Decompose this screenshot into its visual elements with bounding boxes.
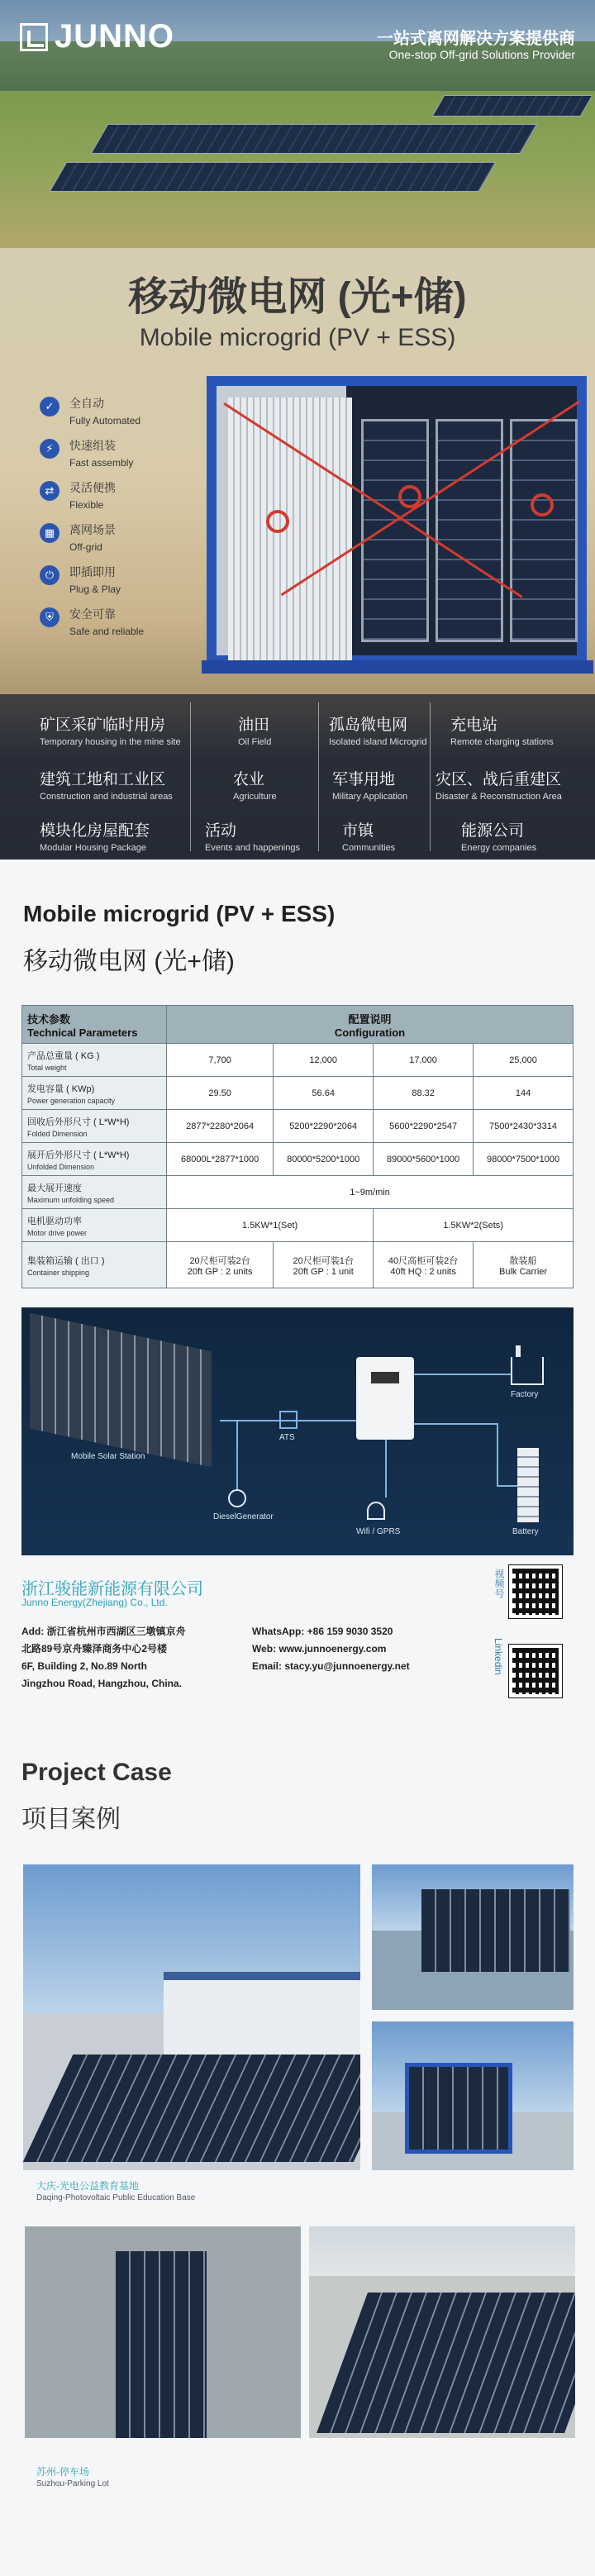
- table-row: [22, 1209, 574, 1242]
- application-item: [40, 712, 181, 747]
- check-icon: ✓: [40, 397, 60, 417]
- application-item: [205, 818, 300, 853]
- qr-code-video[interactable]: [509, 1565, 562, 1618]
- address-line: 北路89号京舟臻泽商务中心2号楼: [21, 1643, 168, 1655]
- table-header-param: [22, 1006, 167, 1044]
- table-cell: 29.50: [167, 1077, 274, 1110]
- table-cell: 7,700: [167, 1044, 274, 1077]
- application-cn: 能源公司: [461, 822, 525, 840]
- header-config-en: Configuration: [334, 1026, 406, 1039]
- case2-caption-cn: 苏州-停车场: [36, 2466, 89, 2478]
- feature-item: [40, 521, 144, 564]
- row-label: [22, 1110, 167, 1143]
- feature-en: Off-grid: [69, 541, 102, 553]
- container-base: [202, 660, 593, 674]
- row-label-cn: 回收后外形尺寸 ( L*W*H): [27, 1117, 130, 1127]
- contact-info: [252, 1623, 410, 1675]
- inverter-icon: [356, 1357, 414, 1440]
- company-address: [21, 1623, 253, 1693]
- container-ring: [531, 493, 554, 517]
- row-label-en: Unfolded Dimension: [27, 1162, 95, 1171]
- solar-array-image: [91, 124, 538, 154]
- application-item: [329, 712, 427, 747]
- cell-line: 20ft GP : 1 unit: [293, 1266, 354, 1277]
- table-cell: 5600*2290*2547: [374, 1110, 474, 1143]
- table-cell: 1.5KW*2(Sets): [374, 1209, 574, 1242]
- application-en: Modular Housing Package: [40, 843, 147, 853]
- table-row: [22, 1110, 574, 1143]
- plug-icon: ⏻: [40, 565, 60, 585]
- application-item: [342, 818, 395, 853]
- row-label-en: Motor drive power: [27, 1228, 88, 1237]
- feature-list: [40, 395, 144, 648]
- generator-label: DieselGenerator: [213, 1512, 274, 1521]
- table-row: [22, 1044, 574, 1077]
- application-cn: 孤岛微电网: [329, 717, 408, 734]
- application-en: Remote charging stations: [450, 737, 554, 747]
- table-cell: [374, 1242, 474, 1288]
- cell-line: Bulk Carrier: [498, 1266, 548, 1277]
- table-header-config: [167, 1006, 574, 1044]
- row-label: [22, 1242, 167, 1288]
- row-label: [22, 1077, 167, 1110]
- section-title-en: Mobile microgrid (PV + ESS): [23, 901, 336, 926]
- qr-label-linkedin: Linkedin: [493, 1638, 504, 1675]
- header-config-cn: 配置说明: [348, 1012, 392, 1026]
- brand-name: JUNNO: [55, 18, 175, 55]
- application-en: Events and happenings: [205, 843, 300, 853]
- photo-solar-panels: [23, 2055, 360, 2162]
- grid-icon: ▦: [40, 523, 60, 543]
- project-photo-parking-side: [309, 2226, 575, 2438]
- station-label: Mobile Solar Station: [71, 1452, 145, 1461]
- row-label: [22, 1044, 167, 1077]
- row-label-en: Container shipping: [27, 1268, 90, 1277]
- table-cell: 2877*2280*2064: [167, 1110, 274, 1143]
- row-label: [22, 1143, 167, 1176]
- application-cn: 油田: [238, 717, 270, 734]
- application-item: [233, 767, 277, 802]
- feature-en: Fast assembly: [69, 457, 134, 469]
- row-label: [22, 1209, 167, 1242]
- table-row: [22, 1143, 574, 1176]
- hero-banner: [0, 0, 595, 859]
- qr-code-linkedin[interactable]: [509, 1645, 562, 1697]
- cell-line: 40ft HQ : 2 units: [390, 1266, 456, 1277]
- feature-cn: 安全可靠: [69, 607, 116, 621]
- connection-line: [414, 1423, 497, 1425]
- application-item: [436, 767, 562, 802]
- application-item: [332, 767, 407, 802]
- table-cell: 80000*5200*1000: [274, 1143, 374, 1176]
- row-label-cn: 产品总重量 ( KG ): [27, 1050, 100, 1061]
- application-item: [450, 712, 554, 747]
- table-cell: 7500*2430*3314: [474, 1110, 574, 1143]
- table-cell: 68000L*2877*1000: [167, 1143, 274, 1176]
- connection-line: [236, 1420, 238, 1489]
- table-row: [22, 1242, 574, 1288]
- container-ring: [266, 510, 289, 533]
- grid-divider: [430, 702, 431, 851]
- connection-line: [414, 1374, 511, 1375]
- bolt-icon: ⚡: [40, 439, 60, 459]
- table-cell: 89000*5600*1000: [374, 1143, 474, 1176]
- table-cell: 56.64: [274, 1077, 374, 1110]
- row-label-cn: 集装箱运输 ( 出口 ): [27, 1255, 105, 1266]
- application-cn: 矿区采矿临时用房: [40, 717, 166, 734]
- table-cell: 17,000: [374, 1044, 474, 1077]
- ats-label: ATS: [279, 1433, 295, 1442]
- qr-label-video: 视频号: [493, 1569, 505, 1598]
- connection-line: [385, 1440, 387, 1498]
- row-label-en: Power generation capacity: [27, 1096, 116, 1105]
- ats-icon: [279, 1411, 298, 1429]
- mobile-solar-station-image: [30, 1313, 212, 1468]
- feature-cn: 离网场景: [69, 523, 116, 536]
- slogan-en: One-stop Off-grid Solutions Provider: [388, 48, 575, 61]
- cell-line: 20尺柜可装2台: [189, 1255, 250, 1266]
- container-frame: [207, 376, 587, 665]
- whatsapp-text: WhatsApp: +86 159 9030 3520: [252, 1626, 393, 1637]
- table-cell: 1.5KW*1(Set): [167, 1209, 374, 1242]
- cell-line: 20ft GP : 2 units: [187, 1266, 253, 1277]
- address-line: 6F, Building 2, No.89 North: [21, 1660, 148, 1672]
- row-label-en: Maximum unfolding speed: [27, 1195, 115, 1204]
- photo-solar-panels: [116, 2251, 207, 2438]
- company-name-cn: 浙江骏能新能源有限公司: [21, 1580, 203, 1598]
- row-label-cn: 展开后外形尺寸 ( L*W*H): [27, 1150, 130, 1160]
- application-cn: 模块化房屋配套: [40, 822, 150, 840]
- application-item: [461, 818, 536, 853]
- application-item: [40, 767, 173, 802]
- feature-cn: 快速组装: [69, 439, 116, 452]
- address-line: Add: 浙江省杭州市西湖区三墩镇京舟: [21, 1626, 186, 1637]
- grid-divider: [318, 702, 319, 851]
- application-en: Temporary housing in the mine site: [40, 737, 181, 747]
- flex-icon: ⇄: [40, 481, 60, 501]
- feature-cn: 即插即用: [69, 565, 116, 579]
- photo-solar-panels: [317, 2293, 575, 2433]
- project-photo-container: [372, 2021, 574, 2170]
- project-photo-group: [372, 1864, 574, 2010]
- table-cell: 25,000: [474, 1044, 574, 1077]
- website-link[interactable]: Web: www.junnoenergy.com: [252, 1643, 387, 1655]
- factory-label: Factory: [511, 1390, 539, 1399]
- application-item: [238, 712, 271, 747]
- table-row: [22, 1176, 574, 1209]
- application-en: Oil Field: [238, 737, 272, 747]
- row-label-en: Folded Dimension: [27, 1129, 88, 1138]
- table-header-row: [22, 1006, 574, 1044]
- brand-logo: [20, 18, 174, 55]
- feature-en: Safe and reliable: [69, 626, 145, 637]
- wifi-label: Wifi / GPRS: [356, 1527, 401, 1536]
- factory-icon: [511, 1357, 544, 1385]
- feature-en: Fully Automated: [69, 415, 141, 426]
- feature-item: [40, 437, 144, 479]
- battery-icon: [517, 1448, 539, 1522]
- table-cell: 5200*2290*2064: [274, 1110, 374, 1143]
- address-line: Jingzhou Road, Hangzhou, China.: [21, 1678, 182, 1689]
- project-case-title-en: Project Case: [21, 1759, 172, 1786]
- connection-line: [497, 1423, 498, 1485]
- application-en: Energy companies: [461, 843, 537, 853]
- application-cn: 建筑工地和工业区: [40, 771, 166, 788]
- generator-icon: [228, 1489, 246, 1507]
- feature-cn: 全自动: [69, 397, 104, 410]
- application-cn: 农业: [233, 771, 265, 788]
- case1-caption-en: Daqing-Photovoltaic Public Education Base: [36, 2193, 196, 2202]
- application-cn: 军事用地: [332, 771, 396, 788]
- section-title-cn: 移动微电网 (光+储): [23, 948, 235, 975]
- feature-en: Flexible: [69, 499, 104, 511]
- project-photo-daqing: [23, 1864, 360, 2170]
- table-cell: 144: [474, 1077, 574, 1110]
- row-label-en: Total weight: [27, 1063, 67, 1072]
- battery-label: Battery: [512, 1527, 539, 1536]
- photo-solar-panels: [421, 1889, 570, 1972]
- container-product-image: [207, 376, 595, 674]
- project-case-title-cn: 项目案例: [21, 1806, 121, 1833]
- spec-table: [21, 1005, 574, 1288]
- system-diagram: [21, 1307, 574, 1555]
- company-name-en: Junno Energy(Zhejiang) Co., Ltd.: [21, 1597, 168, 1608]
- cell-line: 40尺高柜可装2台: [388, 1255, 459, 1266]
- container-ring: [398, 485, 421, 508]
- application-cn: 市镇: [342, 822, 374, 840]
- application-grid: [0, 694, 595, 859]
- feature-cn: 灵活便携: [69, 481, 116, 494]
- cell-line: 散装船: [509, 1255, 537, 1266]
- application-cn: 活动: [205, 822, 237, 840]
- row-label-cn: 发电容量 ( KWp): [27, 1083, 95, 1094]
- cell-line: 20尺柜可装1台: [293, 1255, 354, 1266]
- application-cn: 充电站: [450, 717, 498, 734]
- feature-en: Plug & Play: [69, 583, 121, 595]
- header-param-cn: 技术参数: [27, 1012, 71, 1026]
- table-cell: [274, 1242, 374, 1288]
- photo-sky: [309, 2226, 575, 2276]
- table-row: [22, 1077, 574, 1110]
- solar-array-image: [431, 95, 593, 117]
- case2-caption-en: Suzhou-Parking Lot: [36, 2479, 109, 2488]
- application-en: Isolated island Microgrid: [329, 737, 427, 747]
- application-en: Communities: [342, 843, 396, 853]
- table-cell: 1~9m/min: [167, 1176, 574, 1209]
- row-label-cn: 最大展开速度: [27, 1183, 82, 1193]
- container-panel: [510, 419, 578, 642]
- table-cell: 88.32: [374, 1077, 474, 1110]
- application-en: Disaster & Reconstruction Area: [436, 792, 562, 802]
- hero-title-en: Mobile microgrid (PV + ESS): [139, 324, 456, 351]
- application-en: Military Application: [332, 792, 408, 802]
- feature-item: [40, 564, 144, 606]
- case1-caption-cn: 大庆-光电公益教育基地: [36, 2180, 139, 2192]
- slogan-cn: 一站式离网解决方案提供商: [377, 30, 575, 48]
- table-cell: 12,000: [274, 1044, 374, 1077]
- wifi-icon: [367, 1502, 385, 1520]
- hero-title-cn: 移动微电网 (光+储): [128, 275, 467, 319]
- shield-icon: ⛨: [40, 607, 60, 627]
- project-photo-parking-aerial: [25, 2226, 301, 2438]
- photo-solar-panels: [405, 2063, 512, 2154]
- application-en: Agriculture: [233, 792, 277, 802]
- feature-item: [40, 606, 144, 648]
- email-link[interactable]: Email: stacy.yu@junnoenergy.net: [252, 1660, 410, 1672]
- header-param-en: Technical Parameters: [27, 1026, 138, 1039]
- logo-icon: [20, 23, 48, 51]
- table-cell: 98000*7500*1000: [474, 1143, 574, 1176]
- grid-divider: [190, 702, 191, 851]
- solar-array-image: [50, 162, 497, 192]
- table-cell: [474, 1242, 574, 1288]
- row-label-cn: 电机驱动功率: [27, 1216, 82, 1226]
- feature-item: [40, 479, 144, 521]
- feature-item: [40, 395, 144, 437]
- application-item: [40, 818, 150, 853]
- connection-line: [497, 1485, 517, 1487]
- application-en: Construction and industrial areas: [40, 792, 173, 802]
- table-cell: [167, 1242, 274, 1288]
- row-label: [22, 1176, 167, 1209]
- application-cn: 灾区、战后重建区: [436, 771, 562, 788]
